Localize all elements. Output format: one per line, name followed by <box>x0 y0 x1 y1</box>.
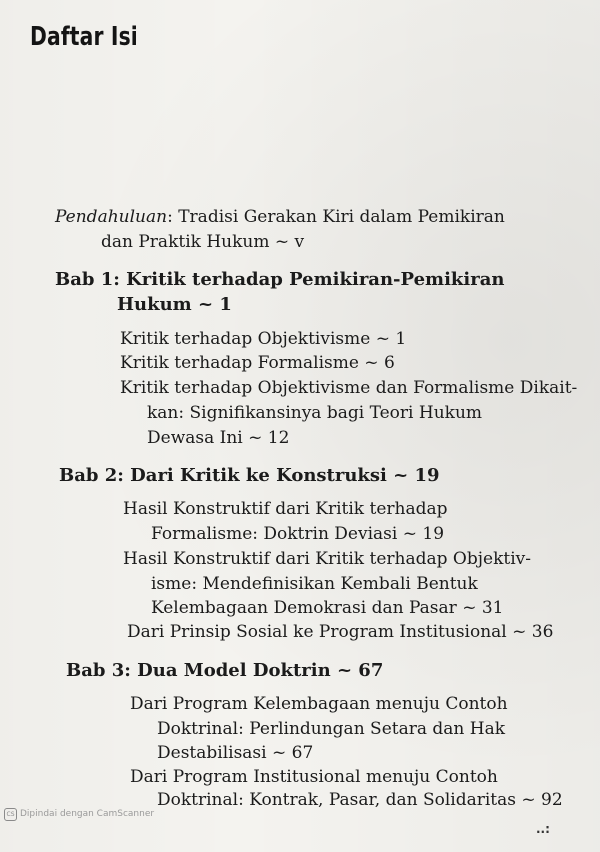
chapter-heading-bab1: Bab 1: Kritik terhadap Pemikiran-Pemikiran <box>55 269 505 290</box>
pendahuluan-colon: : <box>167 207 173 227</box>
chapter-heading-bab1-cont: Hukum ~ 1 <box>117 294 232 315</box>
toc-entry: Hasil Konstruktif dari Kritik terhadap <box>123 499 448 519</box>
toc-entry-cont: Kelembagaan Demokrasi dan Pasar ~ 31 <box>151 598 504 618</box>
toc-entry-cont: kan: Signifikansinya bagi Teori Hukum <box>147 403 483 423</box>
toc-entry: Dari Prinsip Sosial ke Program Institusional ~ 36 <box>127 622 554 642</box>
toc-entry: Kritik terhadap Objektivisme dan Formalisme Dikait- <box>120 378 578 398</box>
page-corner-mark: ..: <box>536 822 550 836</box>
toc-entry-pendahuluan-cont: dan Praktik Hukum ~ v <box>101 232 305 252</box>
toc-entry: Kritik terhadap Objektivisme ~ 1 <box>120 329 407 349</box>
toc-entry-cont: Formalisme: Doktrin Deviasi ~ 19 <box>151 524 445 544</box>
pendahuluan-label: Pendahuluan <box>55 207 168 227</box>
toc-entry: Hasil Konstruktif dari Kritik terhadap Objektiv- <box>123 549 531 569</box>
camscanner-logo-icon: CS <box>4 808 17 821</box>
toc-entry-cont: isme: Mendefinisikan Kembali Bentuk <box>151 574 478 594</box>
toc-entry-pendahuluan <box>55 209 505 226</box>
toc-entry-cont: Dewasa Ini ~ 12 <box>147 428 290 448</box>
toc-entry-cont: Doktrinal: Perlindungan Setara dan Hak <box>157 719 506 739</box>
chapter-heading-bab2: Bab 2: Dari Kritik ke Konstruksi ~ 19 <box>59 465 440 486</box>
toc-entry: Dari Program Kelembagaan menuju Contoh <box>130 694 508 714</box>
pendahuluan-title: Tradisi Gerakan Kiri dalam Pemikiran <box>178 207 505 227</box>
toc-entry: Kritik terhadap Formalisme ~ 6 <box>120 353 395 373</box>
page-title: Daftar Isi <box>30 22 138 52</box>
scanner-watermark: Dipindai dengan CamScanner <box>20 809 155 819</box>
toc-entry-cont: Doktrinal: Kontrak, Pasar, dan Solidaritas ~ 92 <box>157 790 563 810</box>
chapter-heading-bab3: Bab 3: Dua Model Doktrin ~ 67 <box>66 660 384 681</box>
toc-entry: Dari Program Institusional menuju Contoh <box>130 767 498 787</box>
toc-entry-cont: Destabilisasi ~ 67 <box>157 743 314 763</box>
